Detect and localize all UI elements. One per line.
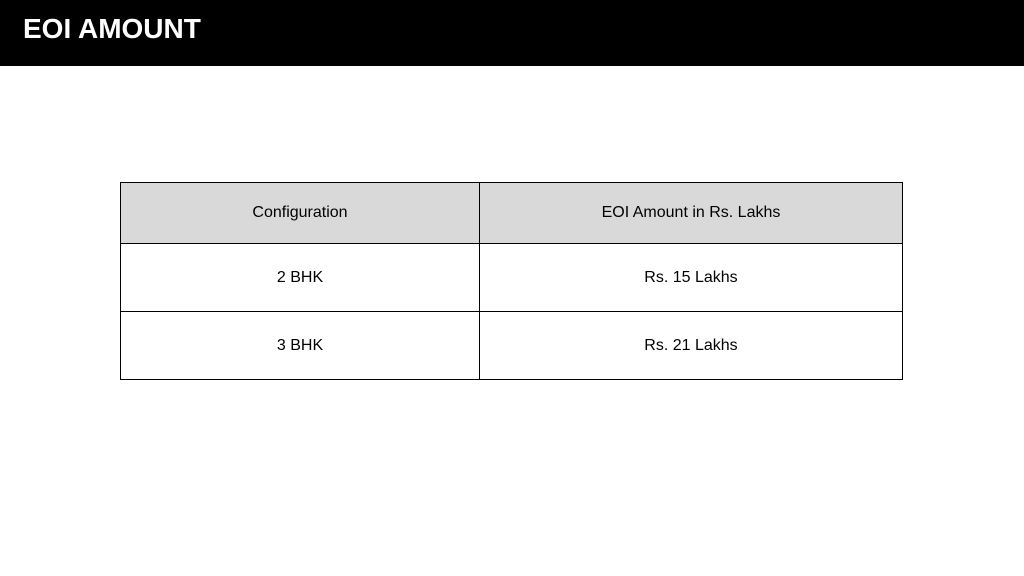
cell-eoi-amount: Rs. 21 Lakhs bbox=[480, 312, 903, 380]
table-row bbox=[121, 312, 903, 380]
page-title: EOI AMOUNT bbox=[23, 13, 201, 44]
table-header-row bbox=[121, 183, 903, 244]
header-configuration: Configuration bbox=[121, 183, 480, 244]
cell-configuration: 2 BHK bbox=[121, 244, 480, 312]
eoi-amount-table bbox=[120, 182, 903, 380]
header-eoi-amount: EOI Amount in Rs. Lakhs bbox=[480, 183, 903, 244]
table-row bbox=[121, 244, 903, 312]
cell-eoi-amount: Rs. 15 Lakhs bbox=[480, 244, 903, 312]
title-bar bbox=[0, 0, 1024, 66]
cell-configuration: 3 BHK bbox=[121, 312, 480, 380]
